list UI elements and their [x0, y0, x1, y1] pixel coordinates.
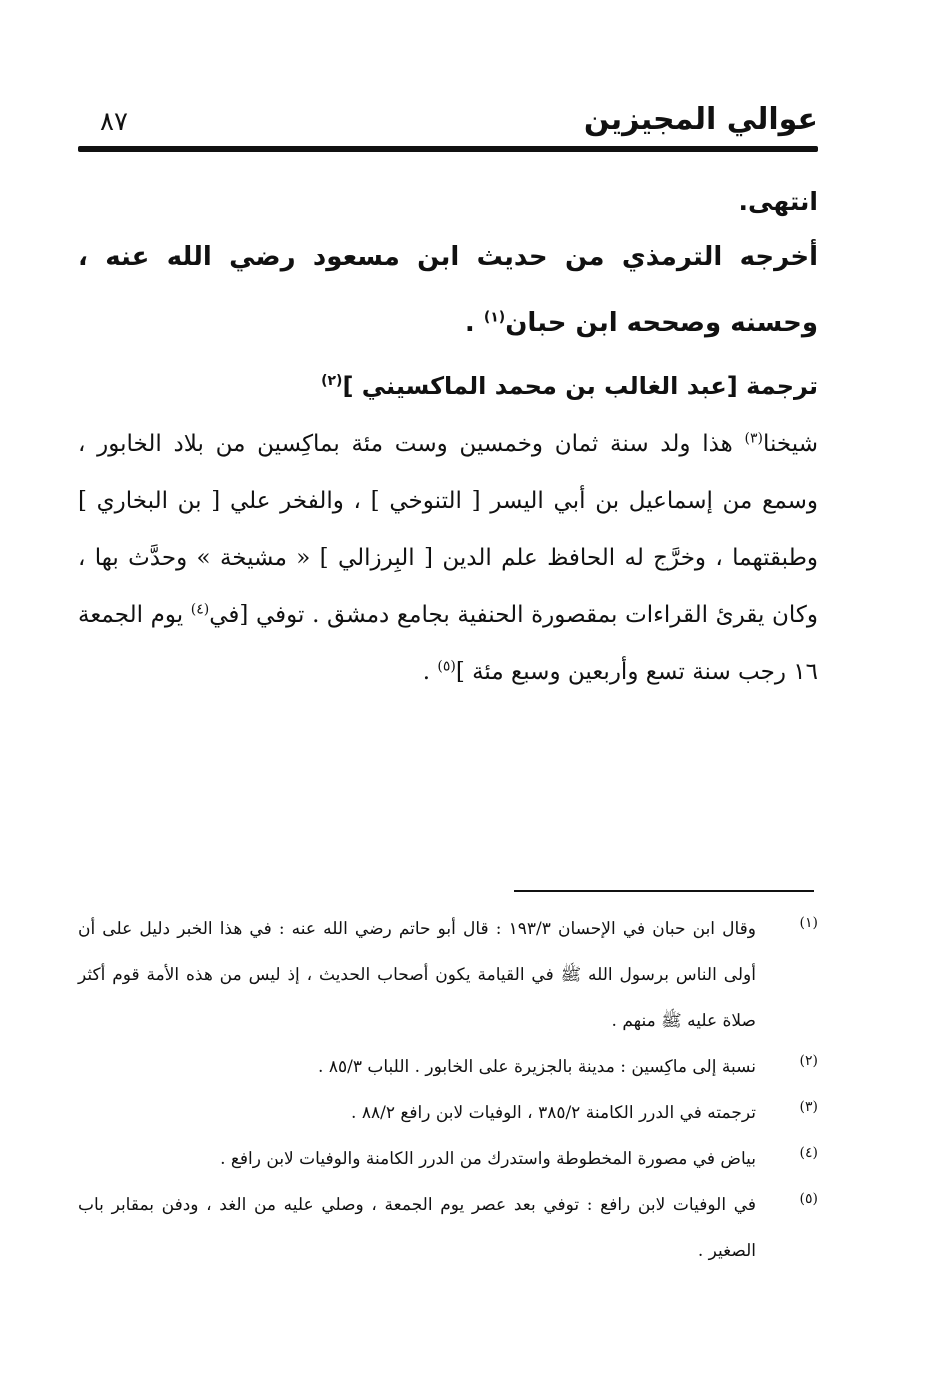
- page-number: ٨٧: [100, 107, 128, 137]
- main-text: [78, 180, 818, 701]
- biography-heading: [78, 358, 818, 414]
- book-title: عوالي المجيزين: [583, 102, 818, 137]
- footnote-marker: (٢): [799, 1053, 818, 1069]
- ended-line: انتهى.: [738, 187, 818, 216]
- footnotes: [78, 906, 818, 1274]
- hadith-end: .: [464, 308, 484, 338]
- heading-text: ترجمة [عبد الغالب بن محمد الماكسيني ]: [342, 372, 818, 400]
- footnote-1: [78, 906, 818, 1044]
- footnote-marker: (٤): [799, 1145, 818, 1161]
- bio-text-4: .: [422, 659, 438, 685]
- footnote-5: [78, 1182, 818, 1274]
- footnote-4: [78, 1136, 818, 1182]
- footnote-2: [78, 1044, 818, 1090]
- footnote-marker: (٥): [799, 1191, 818, 1207]
- footnote-ref-5: (٥): [437, 658, 456, 675]
- footnote-marker: (٣): [799, 1099, 818, 1115]
- footnote-3: [78, 1090, 818, 1136]
- footnote-text: نسبة إلى ماكِسين : مدينة بالجزيرة على الخابور . اللباب ٨٥/٣ .: [318, 1057, 756, 1077]
- bio-text-2: هذا ولد سنة ثمان وخمسين وست مئة بماكِسين من بلاد الخابور ، وسمع من إسماعيل بن أبي اليسر [ التنوخي ] ، والفخر علي [ بن البخاري ] وطبقتهما ، وخرَّج له الحافظ علم الدين [ البِرزالي ] « مشيخة » وحدَّث بها ، وكان يقرئ القراءات بمقصورة الحنفية بجامع دمشق . توفي [في: [78, 431, 818, 628]
- footnote-text: وقال ابن حبان في الإحسان ١٩٣/٣ : قال أبو حاتم رضي الله عنه : في هذا الخبر دليل على أن أولى الناس برسول الله ﷺ في القيامة يكون أصحاب الحديث ، إذ ليس من هذه الأمة قوم أكثر صلاة عليه ﷺ منهم .: [78, 919, 756, 1031]
- footnote-separator: [514, 890, 814, 892]
- footnote-ref-4: (٤): [190, 601, 210, 618]
- header-rule: [78, 146, 818, 152]
- footnote-ref-2: (٢): [321, 373, 343, 389]
- footnote-text: بياض في مصورة المخطوطة واستدرك من الدرر الكامنة والوفيات لابن رافع .: [220, 1149, 756, 1169]
- hadith-reference: [78, 224, 818, 356]
- footnote-text: ترجمته في الدرر الكامنة ٣٨٥/٢ ، الوفيات لابن رافع ٨٨/٢ .: [351, 1103, 756, 1123]
- bio-text-1: شيخنا: [762, 431, 818, 457]
- bio-text-3: يوم الجمعة ١٦ رجب سنة تسع وأربعين وسبع مئة ]: [78, 602, 818, 685]
- hadith-text: أخرجه الترمذي من حديث ابن مسعود رضي الله عنه ، وحسنه وصححه ابن حبان: [78, 242, 818, 338]
- footnote-text: في الوفيات لابن رافع : توفي بعد عصر يوم الجمعة ، وصلي عليه من الغد ، ودفن بمقابر باب الصغير .: [78, 1195, 756, 1261]
- biography-paragraph: [78, 416, 818, 701]
- footnote-ref-1: (١): [483, 309, 506, 326]
- footnote-ref-3: (٣): [744, 430, 763, 447]
- page-header: [78, 96, 818, 146]
- footnote-marker: (١): [799, 915, 818, 931]
